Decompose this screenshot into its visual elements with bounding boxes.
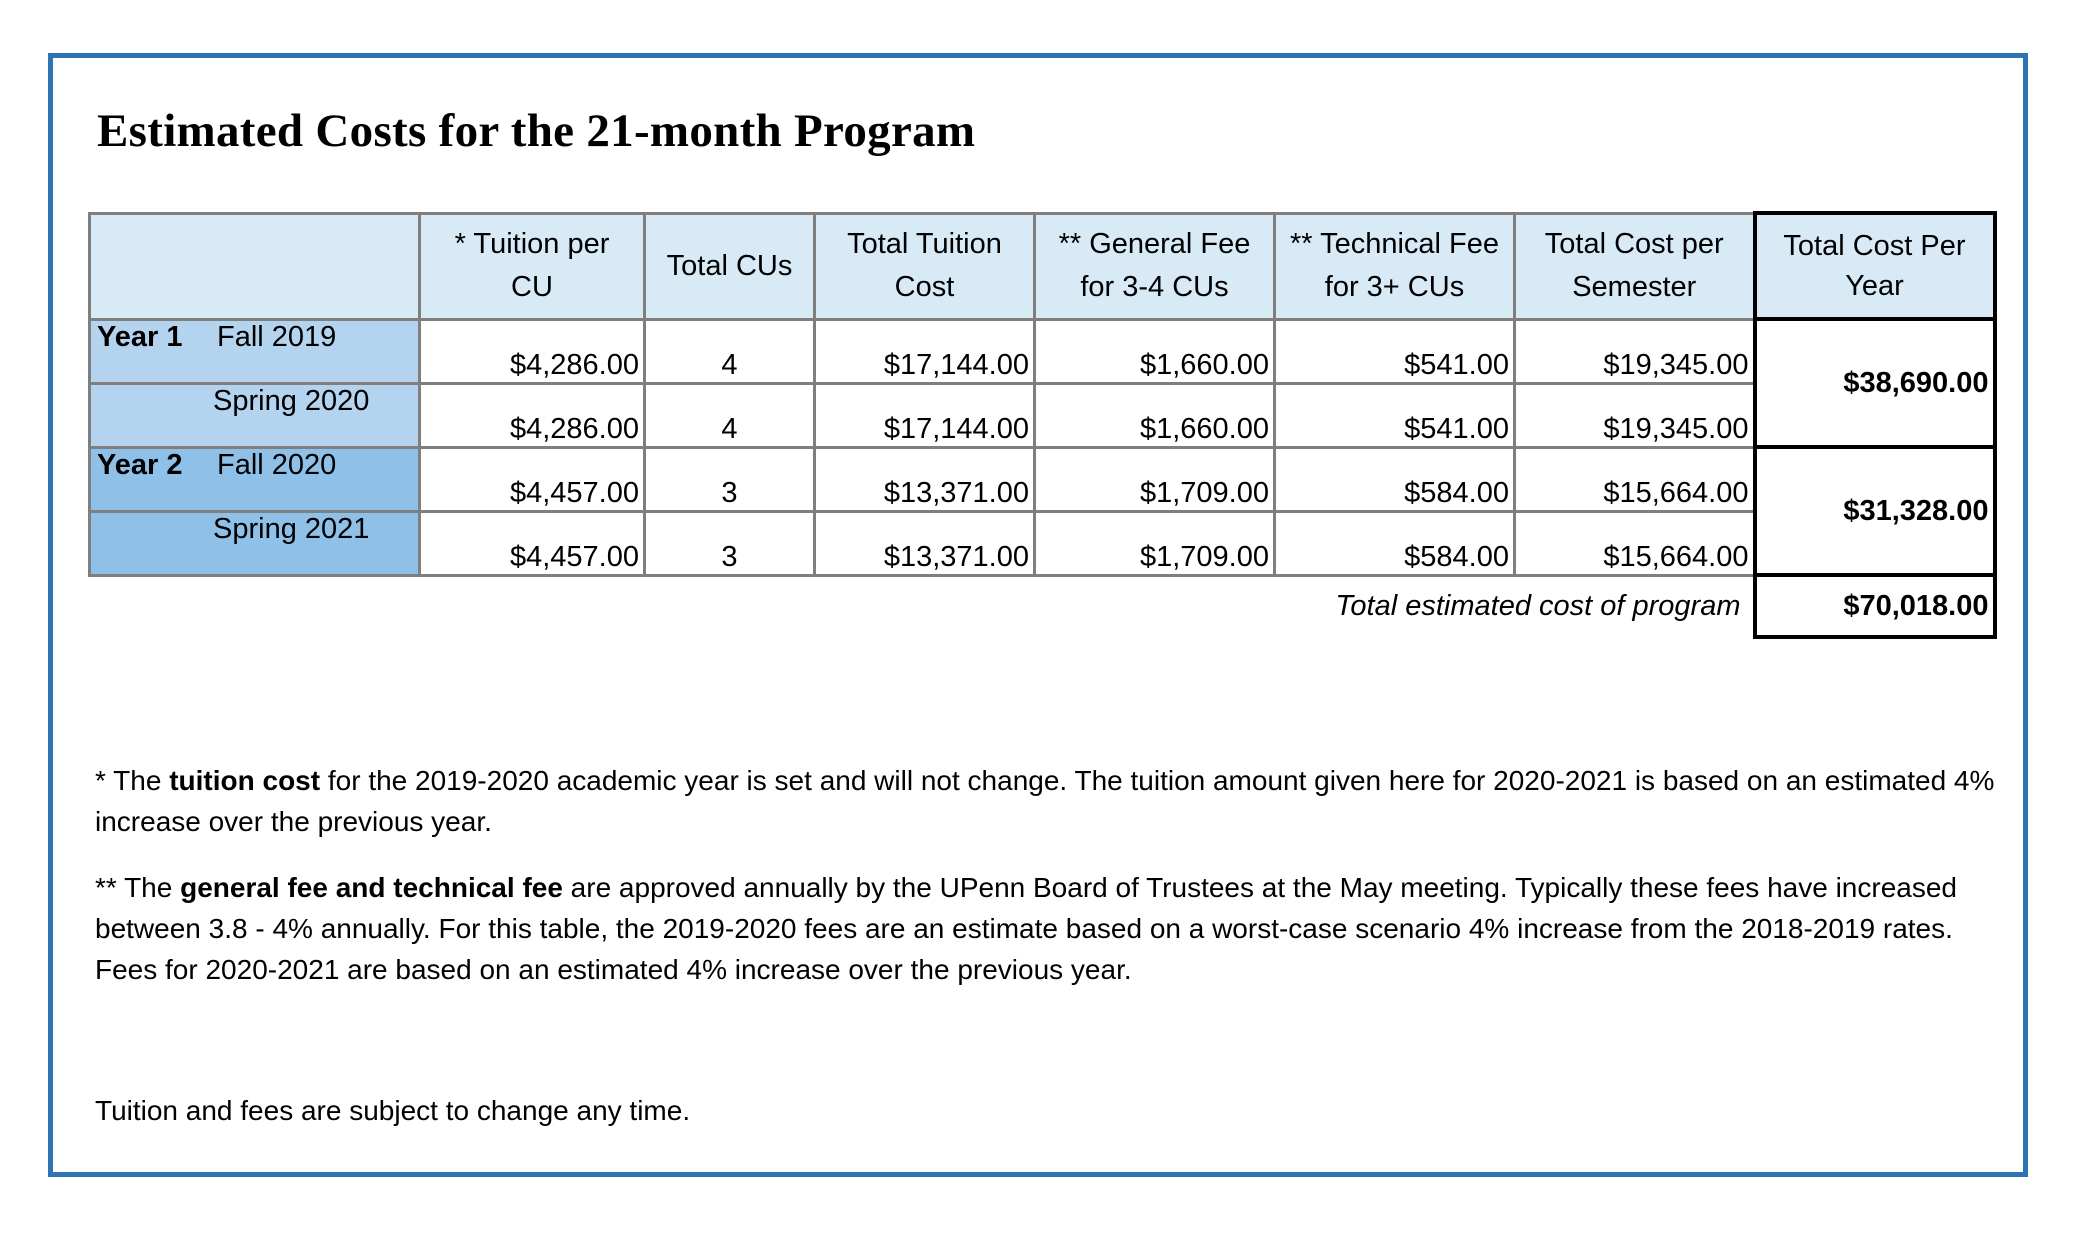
cell-technical-fee: $584.00 bbox=[1275, 447, 1515, 511]
cell-total-cus: 4 bbox=[645, 383, 815, 447]
cell-total-tuition: $17,144.00 bbox=[815, 319, 1035, 383]
cell-tuition-per-cu: $4,457.00 bbox=[420, 511, 645, 575]
cell-tuition-per-cu: $4,457.00 bbox=[420, 447, 645, 511]
header-row bbox=[90, 213, 1995, 319]
header-technical-fee: ** Technical Fee for 3+ CUs bbox=[1275, 213, 1515, 319]
page-title: Estimated Costs for the 21-month Program bbox=[97, 105, 976, 157]
header-tuition-per-cu: * Tuition per CU bbox=[420, 213, 645, 319]
row-label: Spring 2020 bbox=[90, 383, 420, 447]
disclaimer-note: Tuition and fees are subject to change any time. bbox=[95, 1095, 691, 1126]
tuition-note: * The tuition cost for the 2019-2020 academic year is set and will not change. The tuition amount given here for 2020-2021 is based on an estimated 4% increase over the previous year. bbox=[95, 765, 1995, 837]
year-1-total: $38,690.00 bbox=[1755, 319, 1995, 447]
cell-total-tuition: $13,371.00 bbox=[815, 511, 1035, 575]
table-row bbox=[90, 447, 1995, 511]
cell-tuition-per-cu: $4,286.00 bbox=[420, 319, 645, 383]
cell-cost-per-semester: $19,345.00 bbox=[1515, 383, 1755, 447]
program-total-row bbox=[90, 575, 1995, 637]
cell-total-tuition: $17,144.00 bbox=[815, 383, 1035, 447]
cell-general-fee: $1,709.00 bbox=[1035, 511, 1275, 575]
header-blank bbox=[90, 213, 420, 319]
row-label: Year 1 Fall 2019 bbox=[90, 319, 420, 383]
row-label: Year 2 Fall 2020 bbox=[90, 447, 420, 511]
cell-cost-per-semester: $19,345.00 bbox=[1515, 319, 1755, 383]
year-2-total: $31,328.00 bbox=[1755, 447, 1995, 575]
header-general-fee: ** General Fee for 3-4 CUs bbox=[1035, 213, 1275, 319]
header-cost-per-year: Total Cost Per Year bbox=[1755, 213, 1995, 319]
cell-total-cus: 4 bbox=[645, 319, 815, 383]
table-row bbox=[90, 383, 1995, 447]
cell-total-cus: 3 bbox=[645, 447, 815, 511]
cell-tuition-per-cu: $4,286.00 bbox=[420, 383, 645, 447]
cell-technical-fee: $584.00 bbox=[1275, 511, 1515, 575]
table-row bbox=[90, 511, 1995, 575]
program-total-label: Total estimated cost of program bbox=[1335, 590, 1741, 623]
cell-total-cus: 3 bbox=[645, 511, 815, 575]
cell-total-tuition: $13,371.00 bbox=[815, 447, 1035, 511]
header-total-cus: Total CUs bbox=[645, 213, 815, 319]
cell-general-fee: $1,709.00 bbox=[1035, 447, 1275, 511]
cost-table bbox=[88, 211, 1997, 639]
row-label: Spring 2021 bbox=[90, 511, 420, 575]
cell-technical-fee: $541.00 bbox=[1275, 383, 1515, 447]
cell-technical-fee: $541.00 bbox=[1275, 319, 1515, 383]
fees-note: ** The general fee and technical fee are approved annually by the UPenn Board of Trustees at the May meeting. Typically these fees have increased between 3.8 - 4% annually. For this table, the 2019-2020 fees are an estimate based on a worst-case scenario 4% increase from the 2018-2019 rates. Fees for 2020-2021 are based on an estimated 4% increase over the previous year. bbox=[95, 872, 1957, 985]
header-cost-per-semester: Total Cost per Semester bbox=[1515, 213, 1755, 319]
cell-general-fee: $1,660.00 bbox=[1035, 319, 1275, 383]
cell-cost-per-semester: $15,664.00 bbox=[1515, 447, 1755, 511]
cell-general-fee: $1,660.00 bbox=[1035, 383, 1275, 447]
cell-cost-per-semester: $15,664.00 bbox=[1515, 511, 1755, 575]
table-row bbox=[90, 319, 1995, 383]
program-total-value: $70,018.00 bbox=[1755, 575, 1995, 637]
header-total-tuition: Total Tuition Cost bbox=[815, 213, 1035, 319]
